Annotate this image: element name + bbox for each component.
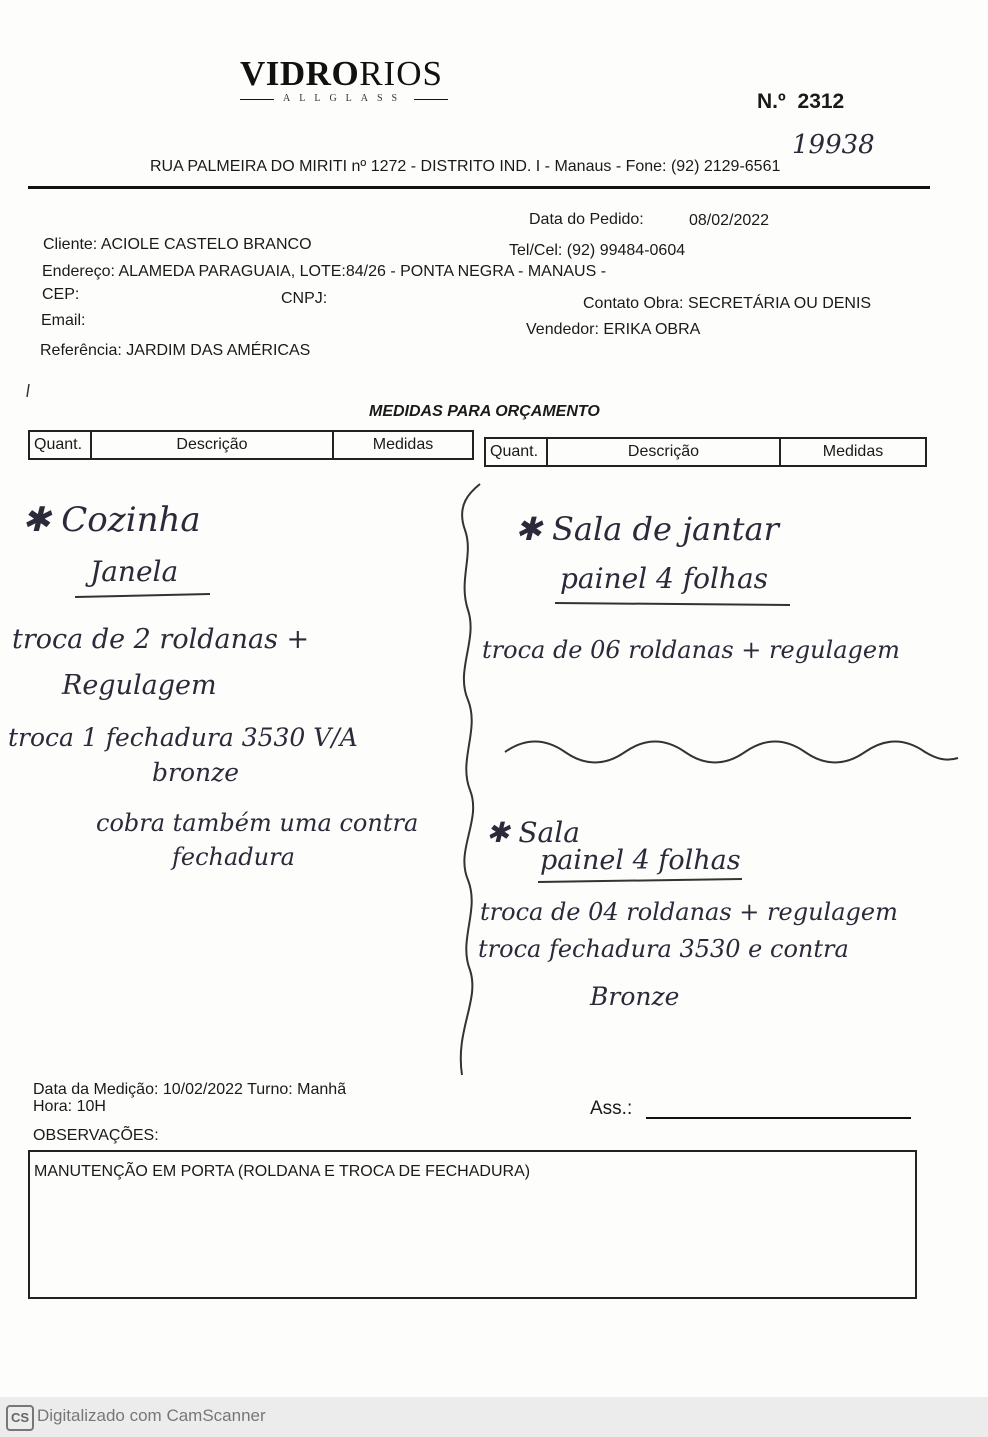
underline-janela — [75, 594, 210, 597]
hw-left-room: ✱ Cozinha — [22, 500, 201, 540]
observations-box — [28, 1150, 917, 1299]
signature-label: Ass.: — [590, 1098, 633, 1119]
col-desc-left: Descrição — [91, 431, 333, 459]
col-desc-right: Descrição — [547, 438, 780, 466]
logo-line-right — [414, 99, 448, 100]
signature-line — [646, 1117, 911, 1119]
observations-text: MANUTENÇÃO EM PORTA (ROLDANA E TROCA DE FECHADURA) — [34, 1163, 531, 1180]
order-date-label: Data do Pedido: — [529, 211, 644, 228]
client-contact: Contato Obra: SECRETÁRIA OU DENIS — [583, 295, 872, 312]
hw-right1-room: ✱ Sala de jantar — [515, 510, 779, 548]
hw-right1-line1: troca de 06 roldanas + regulagem — [482, 636, 900, 664]
hw-left-line4: bronze — [152, 758, 240, 787]
divider-squiggle-horizontal — [505, 742, 958, 763]
camscanner-badge: CS — [6, 1405, 34, 1431]
client-reference: Referência: JARDIM DAS AMÉRICAS — [40, 342, 311, 359]
logo-subtitle: ALLGLASS — [283, 93, 407, 104]
hw-left-line5: cobra também uma contra — [96, 809, 419, 837]
col-medidas-right: Medidas — [780, 438, 926, 466]
client-name: Cliente: ACIOLE CASTELO BRANCO — [43, 236, 312, 253]
col-quant-right: Quant. — [485, 438, 547, 466]
company-address: RUA PALMEIRA DO MIRITI nº 1272 - DISTRITO IND. I - Manaus - Fone: (92) 2129-6561 — [150, 158, 781, 175]
hw-right1-item: painel 4 folhas — [560, 562, 769, 595]
measures-title: MEDIDAS PARA ORÇAMENTO — [369, 403, 600, 420]
observations-label: OBSERVAÇÕES: — [33, 1127, 159, 1144]
hw-left-item: Janela — [90, 555, 179, 588]
client-cnpj: CNPJ: — [281, 290, 328, 307]
order-number — [757, 90, 844, 114]
hw-right2-line3: Bronze — [590, 982, 680, 1011]
measurement-date: Data da Medição: 10/02/2022 Turno: Manhã — [33, 1081, 347, 1098]
logo-light-text: RIOS — [359, 54, 443, 93]
underline-painel-2 — [538, 879, 742, 882]
hw-right2-room: ✱ Sala — [486, 816, 580, 849]
col-medidas-left: Medidas — [333, 431, 473, 459]
company-logo — [240, 54, 443, 94]
handwritten-number: 19938 — [792, 130, 875, 160]
logo-line-left — [240, 99, 274, 100]
client-cep: CEP: — [42, 286, 80, 303]
client-phone: Tel/Cel: (92) 99484-0604 — [509, 242, 686, 259]
header-divider — [28, 186, 930, 189]
hw-left-line3: troca 1 fechadura 3530 V/A — [8, 723, 358, 752]
measurement-hour: Hora: 10H — [33, 1098, 106, 1115]
stray-mark — [27, 384, 29, 397]
divider-squiggle-vertical — [461, 484, 480, 1075]
col-quant-left: Quant. — [29, 431, 91, 459]
order-number-value: 2312 — [797, 90, 845, 113]
order-number-label: N.º — [757, 90, 786, 113]
hw-left-line6: fechadura — [172, 843, 295, 871]
order-date-value: 08/02/2022 — [689, 212, 770, 229]
hw-right2-line1: troca de 04 roldanas + regulagem — [480, 898, 898, 926]
measures-table-left — [28, 430, 474, 460]
underline-painel-1 — [555, 603, 790, 605]
client-seller: Vendedor: ERIKA OBRA — [526, 321, 701, 338]
hw-right2-line2: troca fechadura 3530 e contra — [478, 935, 849, 963]
logo-bold-text: VIDRO — [240, 54, 360, 93]
hw-left-line2: Regulagem — [62, 670, 217, 701]
client-email: Email: — [41, 312, 86, 329]
measures-table-right — [484, 437, 927, 467]
scanner-footer-text: Digitalizado com CamScanner — [37, 1406, 266, 1425]
hw-right2-item: painel 4 folhas — [540, 845, 741, 876]
hw-left-line1: troca de 2 roldanas + — [12, 624, 310, 655]
client-address: Endereço: ALAMEDA PARAGUAIA, LOTE:84/26 - PONTA NEGRA - MANAUS - — [42, 263, 607, 280]
